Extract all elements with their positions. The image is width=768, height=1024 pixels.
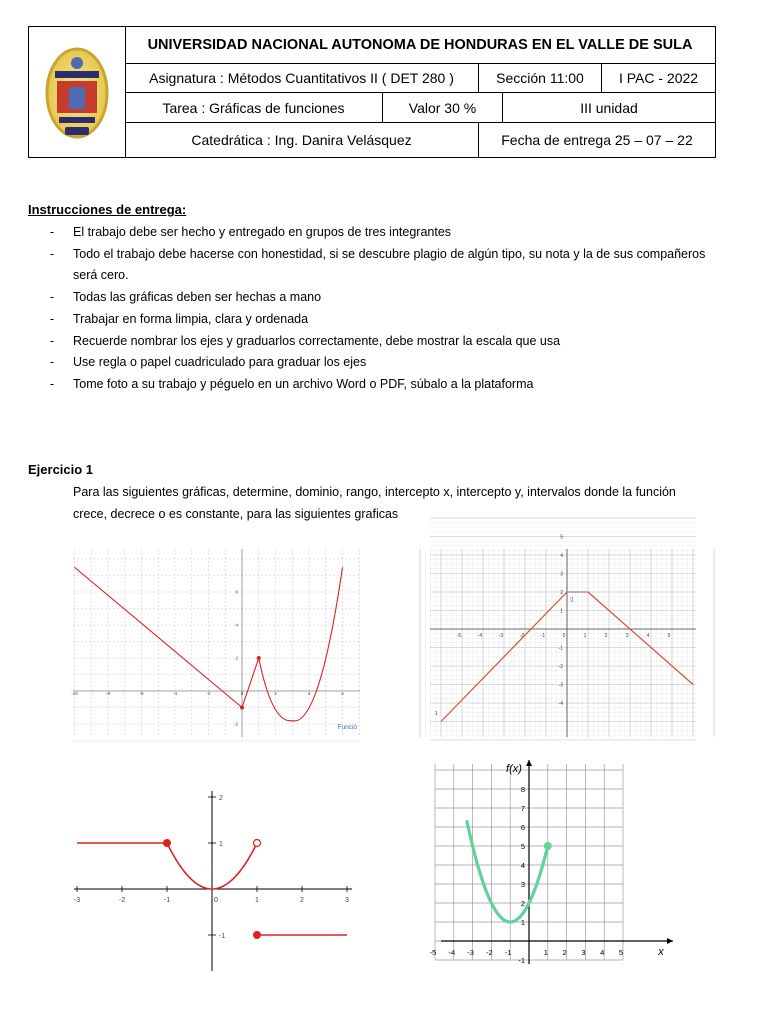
x-tick-label: -5 bbox=[429, 948, 437, 957]
x-tick-label: 2 bbox=[562, 948, 567, 957]
x-tick-label: -8 bbox=[105, 691, 111, 696]
unit-cell: III unidad bbox=[580, 99, 638, 116]
closed-point bbox=[253, 931, 261, 939]
x-tick-label: -5 bbox=[456, 633, 462, 639]
professor-cell: Catedrática : Ing. Danira Velásquez bbox=[125, 123, 479, 157]
y-tick-label: 2 bbox=[219, 795, 223, 802]
university-seal-icon bbox=[29, 27, 125, 157]
x-tick-label: 2 bbox=[300, 897, 304, 904]
y-tick-label: 2 bbox=[520, 899, 525, 908]
header-table bbox=[28, 26, 716, 158]
instruction-item: - Trabajar en forma limpia, clara y ordenada bbox=[50, 311, 309, 326]
x-tick-label: 5 bbox=[667, 633, 671, 639]
instructions-title: Instrucciones de entrega: bbox=[28, 202, 187, 217]
y-tick-label: 1 bbox=[520, 918, 525, 927]
series-name-label: g bbox=[570, 596, 574, 603]
x-tick-label: 0 bbox=[214, 897, 218, 904]
x-tick-label: -2 bbox=[118, 897, 126, 904]
y-tick-label: 5 bbox=[520, 842, 525, 851]
x-axis-label: x bbox=[658, 946, 664, 958]
y-tick-label: -2 bbox=[233, 721, 238, 727]
y-tick-label: -2 bbox=[558, 664, 563, 670]
x-tick-label: 4 bbox=[307, 691, 311, 696]
x-tick-label: -4 bbox=[477, 633, 483, 639]
x-tick-label: 0 bbox=[562, 633, 566, 639]
task-cell: Tarea : Gráficas de funciones bbox=[125, 93, 383, 122]
y-tick-label: 4 bbox=[520, 861, 525, 870]
due-date-cell: Fecha de entrega 25 – 07 – 22 bbox=[501, 132, 693, 148]
y-tick-label: 1 bbox=[219, 841, 223, 848]
y-tick-label: 4 bbox=[235, 622, 238, 628]
exercise-title: Ejercicio 1 bbox=[28, 462, 94, 477]
header-row-subject bbox=[125, 64, 715, 93]
x-tick-label: -4 bbox=[172, 691, 178, 696]
y-tick-label: 4 bbox=[560, 553, 563, 559]
y-tick-label: 6 bbox=[520, 823, 525, 832]
instruction-item: - Todo el trabajo debe hacerse con honestidad, si se descubre plagio de algún tipo, su nota y la de sus compañeros será cero. bbox=[50, 246, 706, 283]
y-axis-label: f(x) bbox=[506, 763, 522, 775]
graph-3 bbox=[70, 785, 360, 973]
x-tick-label: -2 bbox=[486, 948, 493, 957]
exercise-text: Para las siguientes gráficas, determine, dominio, rango, intercepto x, intercepto y, intervalos donde la función crece, decrece o es constante, para las siguientes graficas bbox=[73, 485, 676, 521]
y-tick-label: 3 bbox=[560, 571, 563, 578]
y-tick-label: 3 bbox=[520, 880, 525, 889]
x-tick-label: -10 bbox=[71, 691, 78, 696]
instruction-item: - El trabajo debe ser hecho y entregado en grupos de tres integrantes bbox=[50, 225, 452, 239]
y-tick-label: -1 bbox=[558, 645, 563, 652]
graph-1 bbox=[73, 549, 360, 737]
header-row-task bbox=[125, 93, 715, 123]
x-tick-label: 4 bbox=[646, 633, 650, 639]
value-cell: Valor 30 % bbox=[383, 93, 503, 122]
x-tick-label: -3 bbox=[467, 948, 474, 957]
closed-point bbox=[257, 656, 261, 660]
x-tick-label: -6 bbox=[139, 691, 144, 696]
x-tick-label: 5 bbox=[618, 948, 624, 957]
x-tick-label: -3 bbox=[73, 897, 81, 904]
y-tick-label: 5 bbox=[560, 534, 563, 541]
x-tick-label: -1 bbox=[540, 633, 546, 639]
period-cell: I PAC - 2022 bbox=[618, 70, 699, 86]
instruction-item: - Recuerde nombrar los ejes y graduarlos correctamente, debe mostrar la escala que usa bbox=[50, 333, 561, 348]
function-annotation: Funció bbox=[337, 723, 357, 731]
y-tick-label: 2 bbox=[235, 655, 238, 661]
x-tick-label: 3 bbox=[625, 633, 629, 639]
closed-point bbox=[240, 706, 244, 710]
x-tick-label: 1 bbox=[583, 633, 587, 639]
y-tick-label: 2 bbox=[560, 590, 563, 596]
instruction-item: - Todas las gráficas deben ser hechas a mano bbox=[50, 290, 322, 305]
y-tick-label: 7 bbox=[520, 804, 525, 813]
y-tick-label: 8 bbox=[520, 785, 525, 794]
y-tick-label: -1 bbox=[219, 933, 226, 940]
closed-point bbox=[544, 842, 552, 850]
instruction-item: - Tome foto a su trabajo y péguelo en un archivo Word o PDF, súbalo a la plataforma bbox=[50, 376, 534, 391]
section-cell: Sección 11:00 bbox=[479, 64, 602, 92]
y-tick-label: -3 bbox=[558, 682, 563, 689]
x-tick-label: -1 bbox=[504, 948, 512, 957]
x-tick-label: 6 bbox=[341, 691, 344, 696]
header-row-university bbox=[125, 27, 715, 64]
x-tick-label: 2 bbox=[604, 633, 608, 639]
x-tick-label: -1 bbox=[163, 897, 171, 904]
y-tick-label: 1 bbox=[560, 608, 563, 615]
x-tick-label: 3 bbox=[345, 897, 349, 904]
graph-4 bbox=[429, 756, 679, 968]
open-point bbox=[254, 840, 261, 847]
y-tick-label: 6 bbox=[235, 589, 238, 595]
instruction-item: - Use regla o papel cuadriculado para graduar los ejes bbox=[50, 355, 367, 370]
x-tick-label: 2 bbox=[274, 691, 277, 696]
tick-label: 1 bbox=[435, 711, 438, 717]
x-tick-label: -3 bbox=[498, 633, 504, 639]
y-tick-label: -4 bbox=[558, 701, 563, 707]
x-tick-label: -2 bbox=[519, 633, 525, 639]
x-tick-label: 1 bbox=[543, 948, 548, 957]
closed-point bbox=[163, 839, 171, 847]
header-row-professor bbox=[125, 123, 715, 157]
subject-cell: Asignatura : Métodos Cuantitativos II ( DET 280 ) bbox=[125, 64, 479, 92]
x-tick-label: -4 bbox=[448, 948, 456, 957]
graph-2 bbox=[430, 534, 696, 737]
university-name: UNIVERSIDAD NACIONAL AUTONOMA DE HONDURAS EN EL VALLE DE SULA bbox=[147, 37, 693, 53]
x-tick-label: 4 bbox=[600, 948, 605, 957]
x-tick-label: 3 bbox=[581, 948, 586, 957]
x-tick-label: 1 bbox=[255, 897, 259, 904]
x-tick-label: -2 bbox=[206, 691, 211, 696]
x-tick-label: 0 bbox=[240, 691, 244, 696]
university-logo-cell bbox=[29, 27, 126, 157]
y-tick-label: -1 bbox=[518, 956, 525, 965]
instructions-list bbox=[28, 222, 728, 396]
